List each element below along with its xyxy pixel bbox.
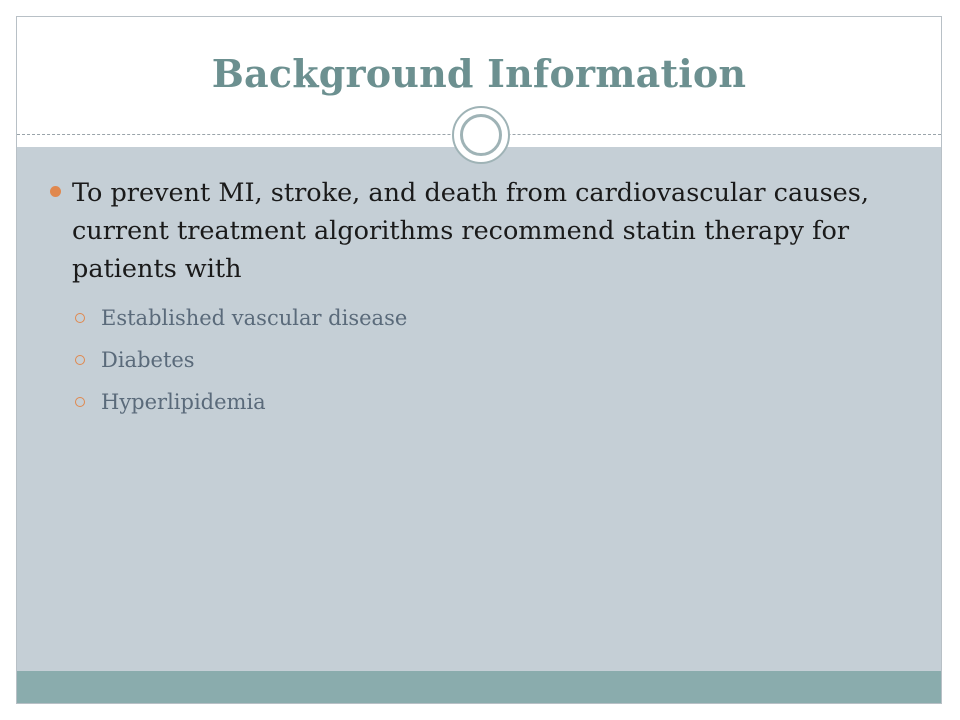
hollow-circle-bullet-icon [75, 313, 85, 323]
sub-bullet-item [73, 389, 773, 431]
hollow-circle-bullet-icon [75, 397, 85, 407]
footer-band [17, 671, 941, 703]
main-bullet-item [50, 174, 900, 288]
sub-bullet-list [73, 305, 773, 431]
slide-title: Background Information [211, 51, 747, 96]
sub-bullet-item [73, 347, 773, 389]
filled-circle-bullet-icon [50, 186, 61, 197]
hollow-circle-bullet-icon [75, 355, 85, 365]
slide [16, 16, 942, 704]
sub-bullet-item [73, 305, 773, 347]
main-bullet-text: To prevent MI, stroke, and death from cardiovascular causes, current treatment algorithms recommend statin therapy for patients with [72, 178, 869, 284]
sub-bullet-text: Diabetes [101, 348, 195, 372]
double-circle-icon [452, 106, 510, 164]
sub-bullet-text: Established vascular disease [101, 306, 408, 330]
sub-bullet-text: Hyperlipidemia [101, 390, 266, 414]
ornament-inner-ring [460, 114, 502, 156]
